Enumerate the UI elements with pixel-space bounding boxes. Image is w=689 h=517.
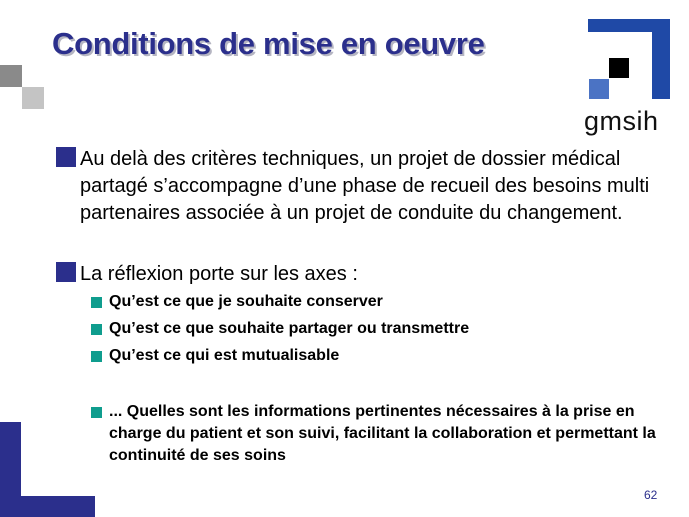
bullet-square-icon [56, 147, 76, 167]
sub-bullet-text: Qu’est ce que je souhaite conserver [109, 293, 383, 310]
logo-text: gmsih [584, 106, 659, 136]
sub-bullet-text: Qu’est ce qui est mutualisable [109, 347, 340, 364]
bullet-text: La réflexion porte sur les axes : [80, 263, 358, 285]
page-number: 62 [644, 488, 658, 502]
bullet-text: Au delà des critères techniques, un projet de dossier médical partagé s’accompagne d’une phase de recueil des besoins multi partenaires associée à un projet de conduite du changement. [80, 148, 650, 224]
sub-bullet-text: ... Quelles sont les informations pertinentes nécessaires à la prise en charge du patient et son suivi, facilitant la collaboration et permettant la continuité de ses soins [109, 403, 656, 464]
decor-square-dark [0, 65, 22, 87]
sub-bullet-square-icon [91, 324, 102, 335]
sub-bullet-square-icon [91, 297, 102, 308]
decor-corner-horizontal [0, 496, 95, 517]
decor-square-light [22, 87, 44, 109]
bullet-square-icon [56, 262, 76, 282]
logo-square-blue [589, 79, 609, 99]
sub-bullet-square-icon [91, 351, 102, 362]
sub-bullet-text: Qu’est ce que souhaite partager ou transmettre [109, 320, 470, 337]
slide-title: Conditions de mise en oeuvre [52, 26, 485, 61]
logo-bar-right [652, 19, 670, 99]
logo-square-black [609, 58, 629, 78]
sub-bullet-square-icon [91, 407, 102, 418]
